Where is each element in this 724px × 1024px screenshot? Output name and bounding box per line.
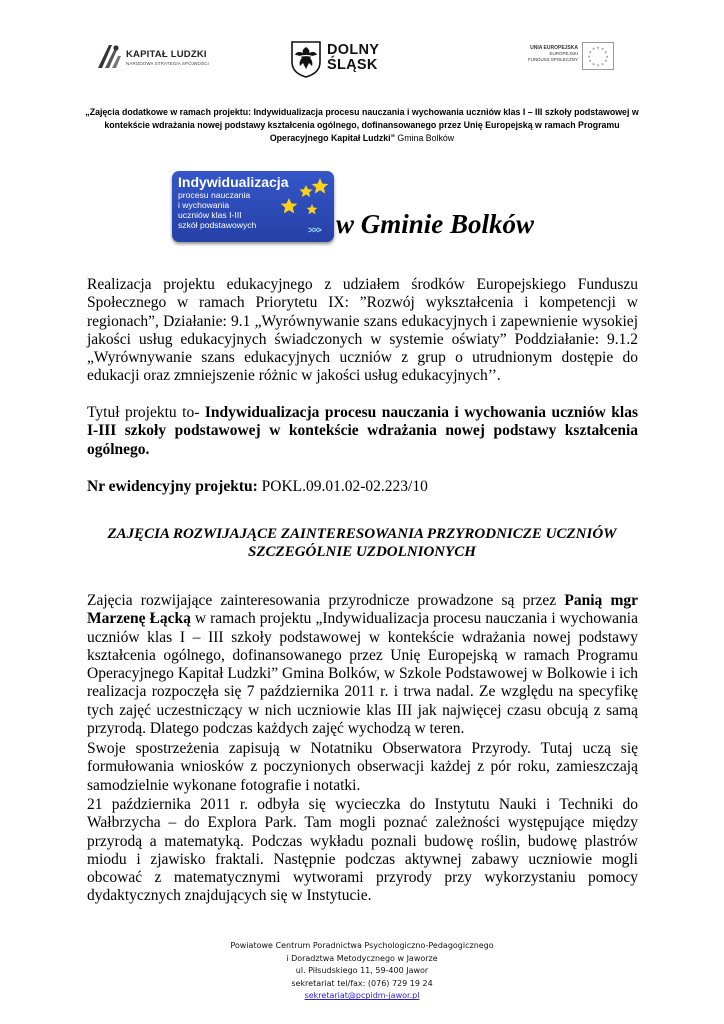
banner-line: i wychowania bbox=[178, 200, 230, 210]
svg-text:★: ★ bbox=[591, 61, 596, 67]
eu-logo bbox=[514, 42, 614, 76]
svg-text:★: ★ bbox=[587, 53, 591, 59]
project-title-bold: Indywidualizacja procesu nauczania i wychowania uczniów klas I-III szkoły podstawowej w kontekście wdrażania nowej podstawy kształcenia ogólnego. bbox=[87, 404, 639, 458]
body-paragraph-2: Swoje spostrzeżenia zapisują w Notatniku Obserwatora Przyrody. Tutaj uczą się formułowania wniosków z poczynionych obserwacji każdej z pór roku, zamieszczają samodzielnie wykonane fotografie i notatki. bbox=[87, 740, 638, 794]
footer bbox=[170, 940, 554, 1003]
kapital-ludzki-logo bbox=[96, 42, 216, 72]
project-header-bold: „Zajęcia dodatkowe w ramach projektu: Indywidualizacja procesu nauczania i wychowania uczniów klas I – III szkoły podstawowej w kontekście wdrażania nowej podstawy kształcenia ogólnego, dofinansowanego przez Unię Europejską w ramach Programu Operacyjnego Kapitał Ludzki” bbox=[85, 107, 639, 143]
svg-text:★: ★ bbox=[600, 61, 605, 67]
banner-line: procesu nauczania bbox=[178, 190, 251, 200]
eu-logo-line3: FUNDUSZ SPOŁECZNY bbox=[527, 57, 578, 63]
svg-text:★: ★ bbox=[588, 58, 592, 64]
eu-flag-icon bbox=[582, 42, 614, 70]
body-p1-rest: w ramach projektu „Indywidualizacja procesu nauczania i wychowania uczniów klas I – III szkoły podstawowej w kontekście wdrażania nowej podstawy kształcenia ogólnego, dofinansowanego przez Unię Europejską w ramach Programu Operacyjnego Kapitał Ludzki” Gmina Bolków, w Szkole Podstawowej w Bolkowie i ich realizacja rozpoczęła się 7 października 2011 r. i trwa nadal. Ze względu na specyfikę tych zajęć uczestniczący w nich uczniowie klas III jak najwięcej czasu obcują z samą przyrodą. Dlatego podczas każdych zajęć wychodzą w teren. bbox=[87, 610, 638, 738]
eu-star-ring bbox=[583, 43, 613, 69]
banner-arrows-icon: >>> bbox=[308, 225, 321, 235]
svg-text:★: ★ bbox=[605, 53, 609, 59]
dolny-slask-line2: ŚLĄSK bbox=[327, 57, 378, 73]
svg-text:★: ★ bbox=[604, 49, 608, 55]
dolny-slask-logo bbox=[290, 40, 400, 80]
banner-line: szkół podstawowych bbox=[178, 220, 257, 230]
section-title bbox=[100, 525, 624, 561]
svg-text:★: ★ bbox=[591, 46, 596, 52]
registration-label: Nr ewidencyjny projektu: bbox=[87, 478, 258, 495]
section-title-line1: ZAJĘCIA ROZWIJAJĄCE ZAINTERESOWANIA PRZYRODNICZE UCZNIÓW bbox=[107, 526, 617, 542]
svg-text:★: ★ bbox=[588, 49, 592, 55]
banner-heading: w Gminie Bolków bbox=[336, 209, 535, 239]
project-banner bbox=[172, 171, 334, 242]
project-title-prefix: Tytuł projektu to- bbox=[87, 404, 205, 421]
eu-logo-line2: EUROPEJSKI bbox=[549, 51, 578, 57]
svg-text:★: ★ bbox=[596, 62, 600, 68]
body-paragraph-1 bbox=[87, 592, 638, 738]
banner-line: uczniów klas I-III bbox=[178, 210, 242, 220]
body-p1-start: Zajęcia rozwijające zainteresowania przyrodnicze prowadzone są przez bbox=[87, 592, 565, 609]
dolny-slask-line1: DOLNY bbox=[327, 42, 380, 58]
svg-text:★: ★ bbox=[596, 45, 600, 50]
project-header bbox=[80, 106, 644, 145]
section-title-line2: SZCZEGÓLNIE UZDOLNIONYCH bbox=[248, 544, 476, 560]
svg-text:★: ★ bbox=[600, 46, 605, 52]
body-p1-teacher-name: Panią mgr Marzenę Łącką bbox=[87, 592, 638, 628]
kapital-ludzki-icon bbox=[96, 42, 124, 70]
footer-line3: ul. Piłsudskiego 11, 59-400 Jawor bbox=[295, 966, 429, 976]
body-paragraph-3: 21 października 2011 r. odbyła się wycieczka do Instytutu Nauki i Techniki do Wałbrzycha – do Explora Park. Tam mogli poznać zależności występujące między przyrodą a matematyką. Podczas wykładu poznali budowę roślin, budowę plastrów miodu i zjawisko fraktali. Następnie podczas aktywnej zabawy uczniowie mogli obcować z matematycznymi wytworami przyrody przy wykorzystaniu pomocy dydaktycznych znajdujących się w Instytucie. bbox=[87, 796, 638, 905]
project-title-paragraph bbox=[87, 404, 638, 459]
project-header-suffix: Gmina Bolków bbox=[394, 133, 455, 143]
footer-line1: Powiatowe Centrum Poradnictwa Psychologiczno-Pedagogicznego bbox=[230, 941, 494, 950]
footer-line4: sekretariat tel/fax: (076) 729 19 24 bbox=[291, 978, 433, 988]
footer-line2: i Doradztwa Metodycznego w Jaworze bbox=[286, 953, 438, 963]
eu-logo-text bbox=[528, 45, 578, 64]
eagle-crest-icon bbox=[290, 40, 322, 78]
intro-paragraph: Realizacja projektu edukacyjnego z udziałem środków Europejskiego Funduszu Społecznego w ramach Priorytetu IX: ”Rozwój wykształcenia i kompetencji w regionach”, Działanie: 9.1 „Wyrównywanie szans edukacyjnych i zapewnienie wysokiej jakości usług edukacyjnych świadczonych w systemie oświaty” Poddziałanie: 9.1.2 „Wyrównywanie szans edukacyjnych uczniów z grup o utrudnionym dostępie do edukacji oraz zmniejszenie różnic w jakości usług edukacyjnych’’. bbox=[87, 276, 638, 385]
registration-value: POKL.09.01.02-02.223/10 bbox=[257, 478, 428, 495]
banner-title: Indywidualizacja bbox=[178, 174, 289, 190]
eu-logo-line1: UNIA EUROPEJSKA bbox=[530, 45, 578, 51]
registration-number bbox=[87, 478, 428, 496]
kapital-ludzki-subtitle: NARODOWA STRATEGIA SPÓJNOŚCI bbox=[126, 61, 209, 66]
kapital-ludzki-title: KAPITAŁ LUDZKI bbox=[126, 49, 207, 60]
footer-email-link[interactable]: sekretariat@pcpidm-jawor.pl bbox=[304, 991, 420, 1001]
svg-text:★: ★ bbox=[604, 58, 608, 64]
